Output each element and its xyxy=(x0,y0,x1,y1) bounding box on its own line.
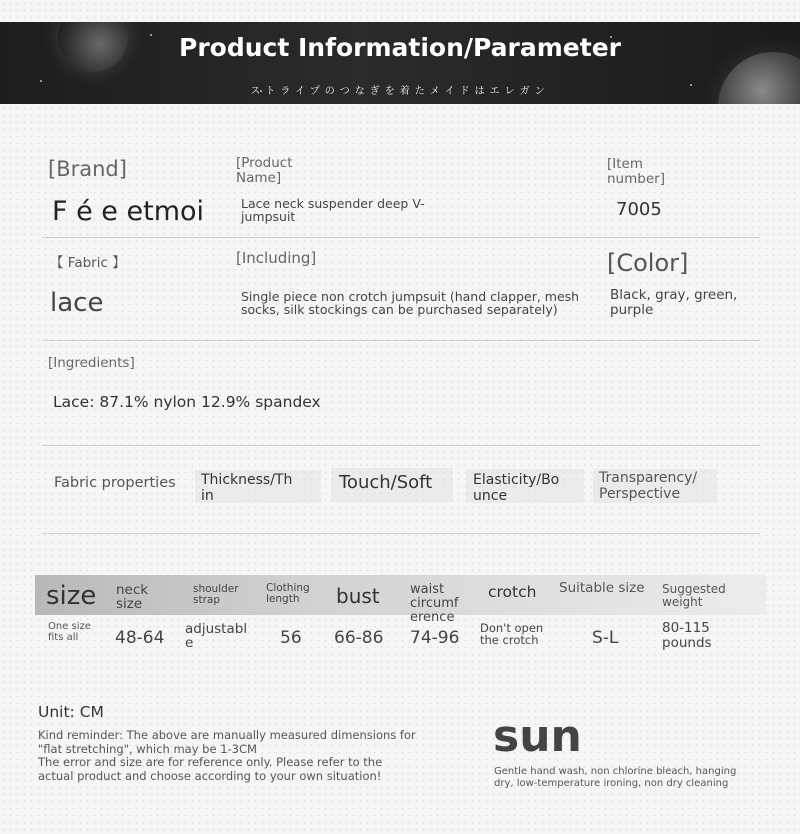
bust-value: 66-86 xyxy=(334,628,384,648)
size-header: size xyxy=(46,581,97,611)
bust-header: bust xyxy=(336,584,380,608)
touch-option: Touch/Soft xyxy=(339,472,433,493)
color-value: Black, gray, green, purple xyxy=(610,287,738,318)
waist-header: waist circumf erence xyxy=(410,582,459,625)
product-name-label: [Product Name] xyxy=(236,155,293,186)
clothing-length-value: 56 xyxy=(280,628,302,648)
brand-value: F é e etmoi xyxy=(52,196,205,227)
crotch-header: crotch xyxy=(488,583,537,601)
color-label: [Color] xyxy=(607,249,689,277)
kind-reminder: Kind reminder: The above are manually measured dimensions for "flat stretching", which may be 1-3CM The error and size are for reference only. Please refer to the actual product and choose according to your own situation! xyxy=(38,728,416,783)
ingredients-label: [Ingredients] xyxy=(48,355,135,371)
elasticity-option: Elasticity/Bo unce xyxy=(473,472,560,504)
neck-size-value: 48-64 xyxy=(115,628,165,648)
thickness-option: Thickness/Th in xyxy=(201,472,293,504)
crotch-value: Don't open the crotch xyxy=(480,621,544,647)
including-label: [Including] xyxy=(236,249,317,267)
page-subtitle: ストライプのつなぎを着たメイドはエレガン xyxy=(250,86,550,97)
divider xyxy=(42,340,760,341)
divider xyxy=(42,445,760,446)
including-value: Single piece non crotch jumpsuit (hand clapper, mesh socks, silk stockings can be purchased separately) xyxy=(241,289,580,317)
divider xyxy=(42,237,760,238)
fabric-label: 【 Fabric 】 xyxy=(50,255,126,271)
unit-label: Unit: CM xyxy=(38,703,104,721)
suggested-weight-value: 80-115 pounds xyxy=(662,620,712,651)
fabric-value: lace xyxy=(50,288,104,318)
transparency-option: Transparency/ Perspective xyxy=(599,470,698,502)
item-number-value: 7005 xyxy=(616,199,662,220)
care-title: sun xyxy=(493,711,582,762)
neck-size-header: neck size xyxy=(116,582,149,612)
waist-value: 74-96 xyxy=(410,628,460,648)
product-name-value: Lace neck suspender deep V- jumpsuit xyxy=(241,196,425,224)
header-banner xyxy=(0,22,800,104)
care-instructions: Gentle hand wash, non chlorine bleach, hanging dry, low-temperature ironing, non dry cleaning xyxy=(494,766,737,789)
page-title: Product Information/Parameter xyxy=(179,33,621,62)
clothing-length-header: Clothing length xyxy=(266,582,310,605)
shoulder-strap-value: adjustabl e xyxy=(185,621,248,651)
suitable-size-value: S-L xyxy=(592,628,619,648)
item-number-label: [Item number] xyxy=(607,156,665,187)
brand-label: [Brand] xyxy=(48,157,127,181)
suggested-weight-header: Suggested weight xyxy=(662,582,726,609)
fabric-properties-label: Fabric properties xyxy=(54,475,176,491)
divider xyxy=(42,533,760,534)
size-value: One size fits all xyxy=(48,621,91,643)
suitable-size-header: Suitable size xyxy=(559,580,645,596)
shoulder-strap-header: shoulder strap xyxy=(193,583,239,606)
ingredients-value: Lace: 87.1% nylon 12.9% spandex xyxy=(53,393,321,411)
